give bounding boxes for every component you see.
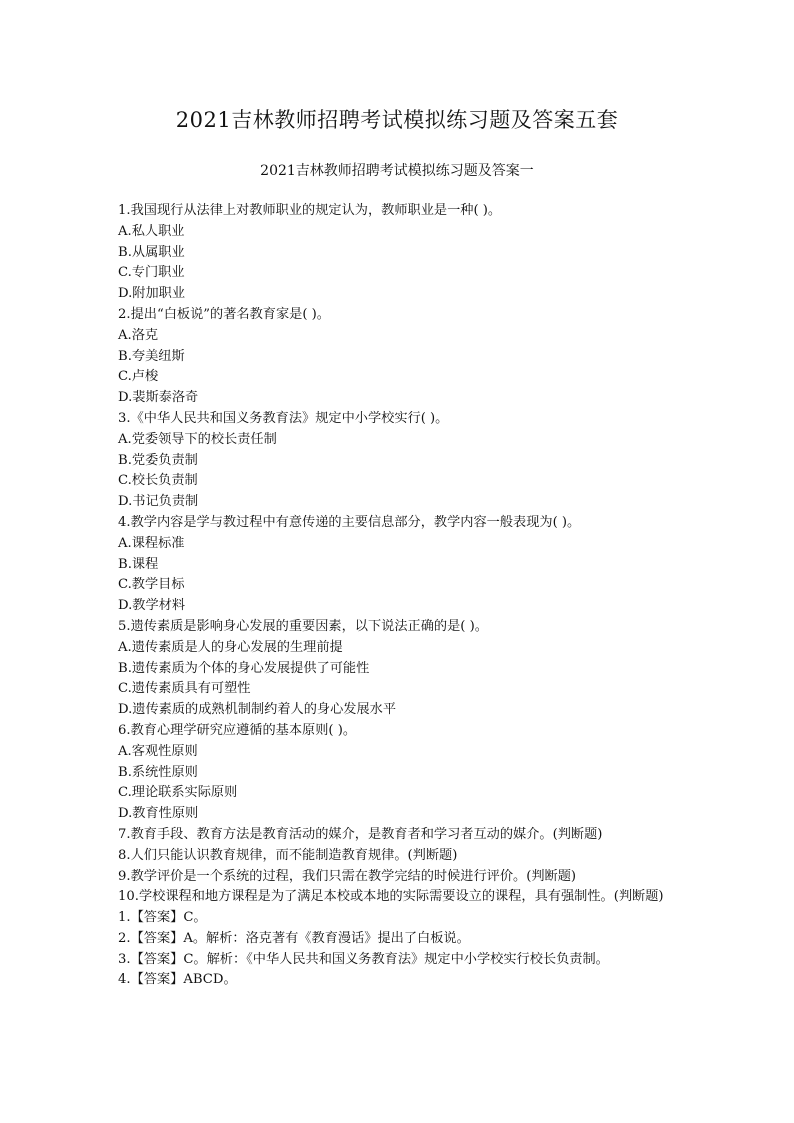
document-line: C.遗传素质具有可塑性 [118,681,251,697]
document-line: 6.教育心理学研究应遵循的基本原则( )。 [118,722,357,738]
document-line: C.理论联系实际原则 [118,785,238,801]
document-line: B.课程 [118,556,159,572]
document-line: D.附加职业 [118,286,186,302]
document-line: A.遗传素质是人的身心发展的生理前提 [118,639,343,655]
document-body [118,201,678,991]
document-line: A.私人职业 [118,223,185,239]
document-line: 3.《中华人民共和国义务教育法》规定中小学校实行( )。 [118,410,449,426]
document-line: 4.教学内容是学与教过程中有意传递的主要信息部分，教学内容一般表现为( )。 [118,514,581,530]
document-line: A.客观性原则 [118,743,198,759]
document-line: A.课程标准 [118,535,185,551]
document-line: D.裴斯泰洛奇 [118,390,199,406]
document-line: A.洛克 [118,327,159,343]
document-line: 1.我国现行从法律上对教师职业的规定认为，教师职业是一种( )。 [118,203,502,218]
document-line: C.教学目标 [118,577,185,593]
document-line: 2.【答案】A。解析：洛克著有《教育漫话》提出了白板说。 [118,930,470,946]
document-line: B.遗传素质为个体的身心发展提供了可能性 [118,660,370,676]
document-line: B.系统性原则 [118,764,198,780]
document-line: 3.【答案】C。解析：《中华人民共和国义务教育法》规定中小学校实行校长负责制。 [118,951,609,967]
document-line: 5.遗传素质是影响身心发展的重要因素，以下说法正确的是( )。 [118,618,488,634]
document-line: 2.提出“白板说”的著名教育家是( )。 [118,306,330,322]
document-line: D.教学材料 [118,598,186,614]
document-line: B.夸美纽斯 [118,348,185,364]
document-line: B.党委负责制 [118,452,198,468]
document-line: D.教育性原则 [118,806,199,822]
document-line: 7.教育手段、教育方法是教育活动的媒介，是教育者和学习者互动的媒介。(判断题) [118,826,603,842]
document-line: C.专门职业 [118,265,185,281]
document-line: D.书记负责制 [118,494,199,510]
document-title: 2021吉林教师招聘考试模拟练习题及答案五套 [175,108,619,132]
document-line: C.校长负责制 [118,473,198,489]
document-line: 8.人们只能认识教育规律，而不能制造教育规律。(判断题) [118,847,458,863]
document-line: B.从属职业 [118,244,185,260]
document-line: A.党委领导下的校长责任制 [118,431,277,447]
document-line: C.卢梭 [118,369,159,385]
document-subtitle: 2021吉林教师招聘考试模拟练习题及答案一 [260,163,534,179]
document-line: 10.学校课程和地方课程是为了满足本校或本地的实际需要设立的课程，具有强制性。(判断题) [118,889,664,905]
document-line: 4.【答案】ABCD。 [118,972,237,988]
document-line: D.遗传素质的成熟机制制约着人的身心发展水平 [118,702,397,718]
document-line: 1.【答案】C。 [118,910,207,926]
document-line: 9.教学评价是一个系统的过程，我们只需在教学完结的时候进行评价。(判断题) [118,868,577,884]
